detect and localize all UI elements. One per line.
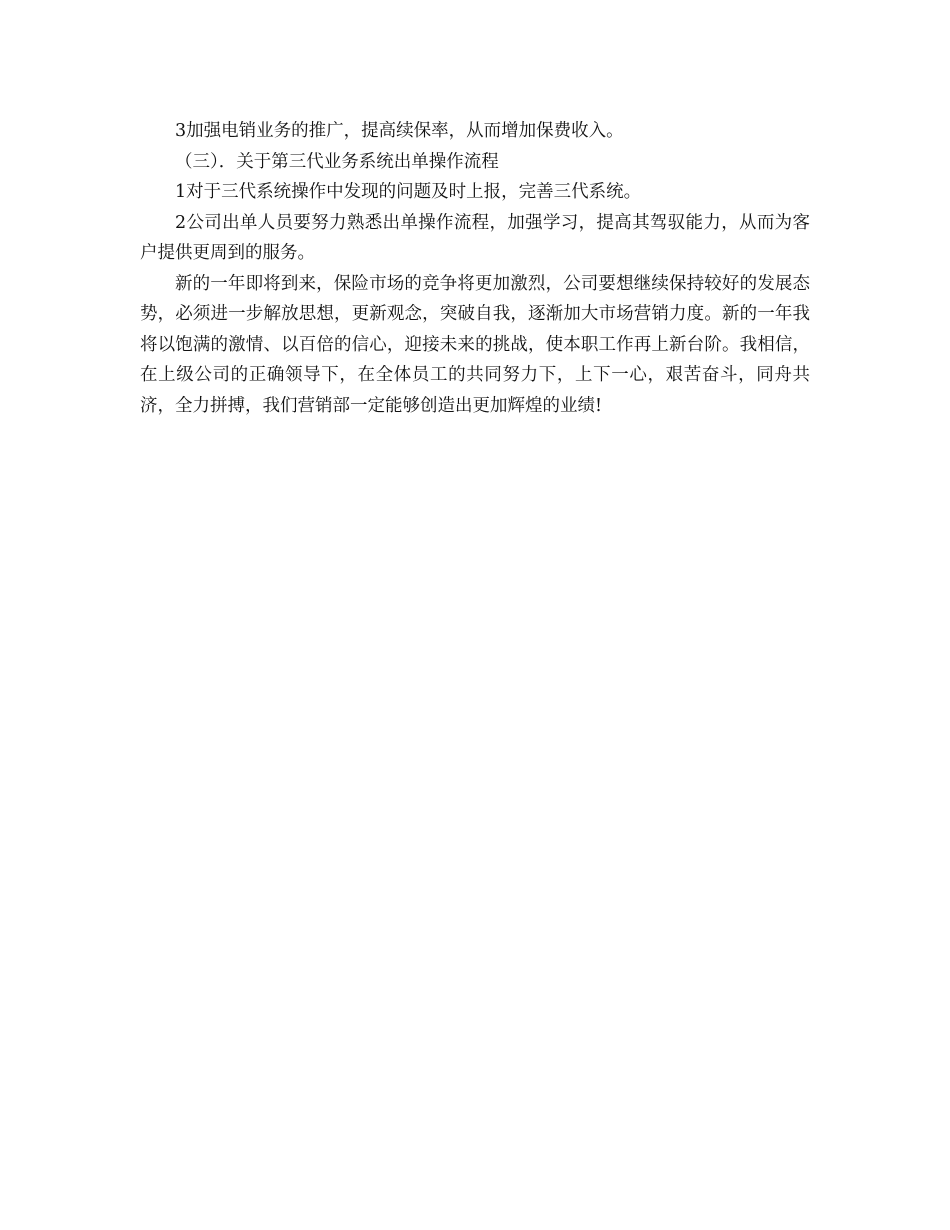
paragraph-item-2: 2公司出单人员要努力熟悉出单操作流程，加强学习，提高其驾驭能力，从而为客户提供更周到的服务。 xyxy=(140,212,810,263)
section-heading-three: （三）．关于第三代业务系统出单操作流程 xyxy=(175,151,499,172)
paragraph-item-3: 3加强电销业务的推广，提高续保率，从而增加保费收入。 xyxy=(175,121,624,141)
paragraph-item-1: 1对于三代系统操作中发现的问题及时上报，完善三代系统。 xyxy=(175,182,642,202)
document-body xyxy=(140,116,810,421)
closing-paragraph: 新的一年即将到来，保险市场的竞争将更加激烈，公司要想继续保持较好的发展态势，必须进一步解放思想，更新观念，突破自我，逐渐加大市场营销力度。新的一年我将以饱满的激情、以百倍的信心，迎接未来的挑战，使本职工作再上新台阶。我相信，在上级公司的正确领导下，在全体员工的共同努力下，上下一心，艰苦奋斗，同舟共济，全力拼搏，我们营销部一定能够创造出更加辉煌的业绩! xyxy=(140,273,810,416)
